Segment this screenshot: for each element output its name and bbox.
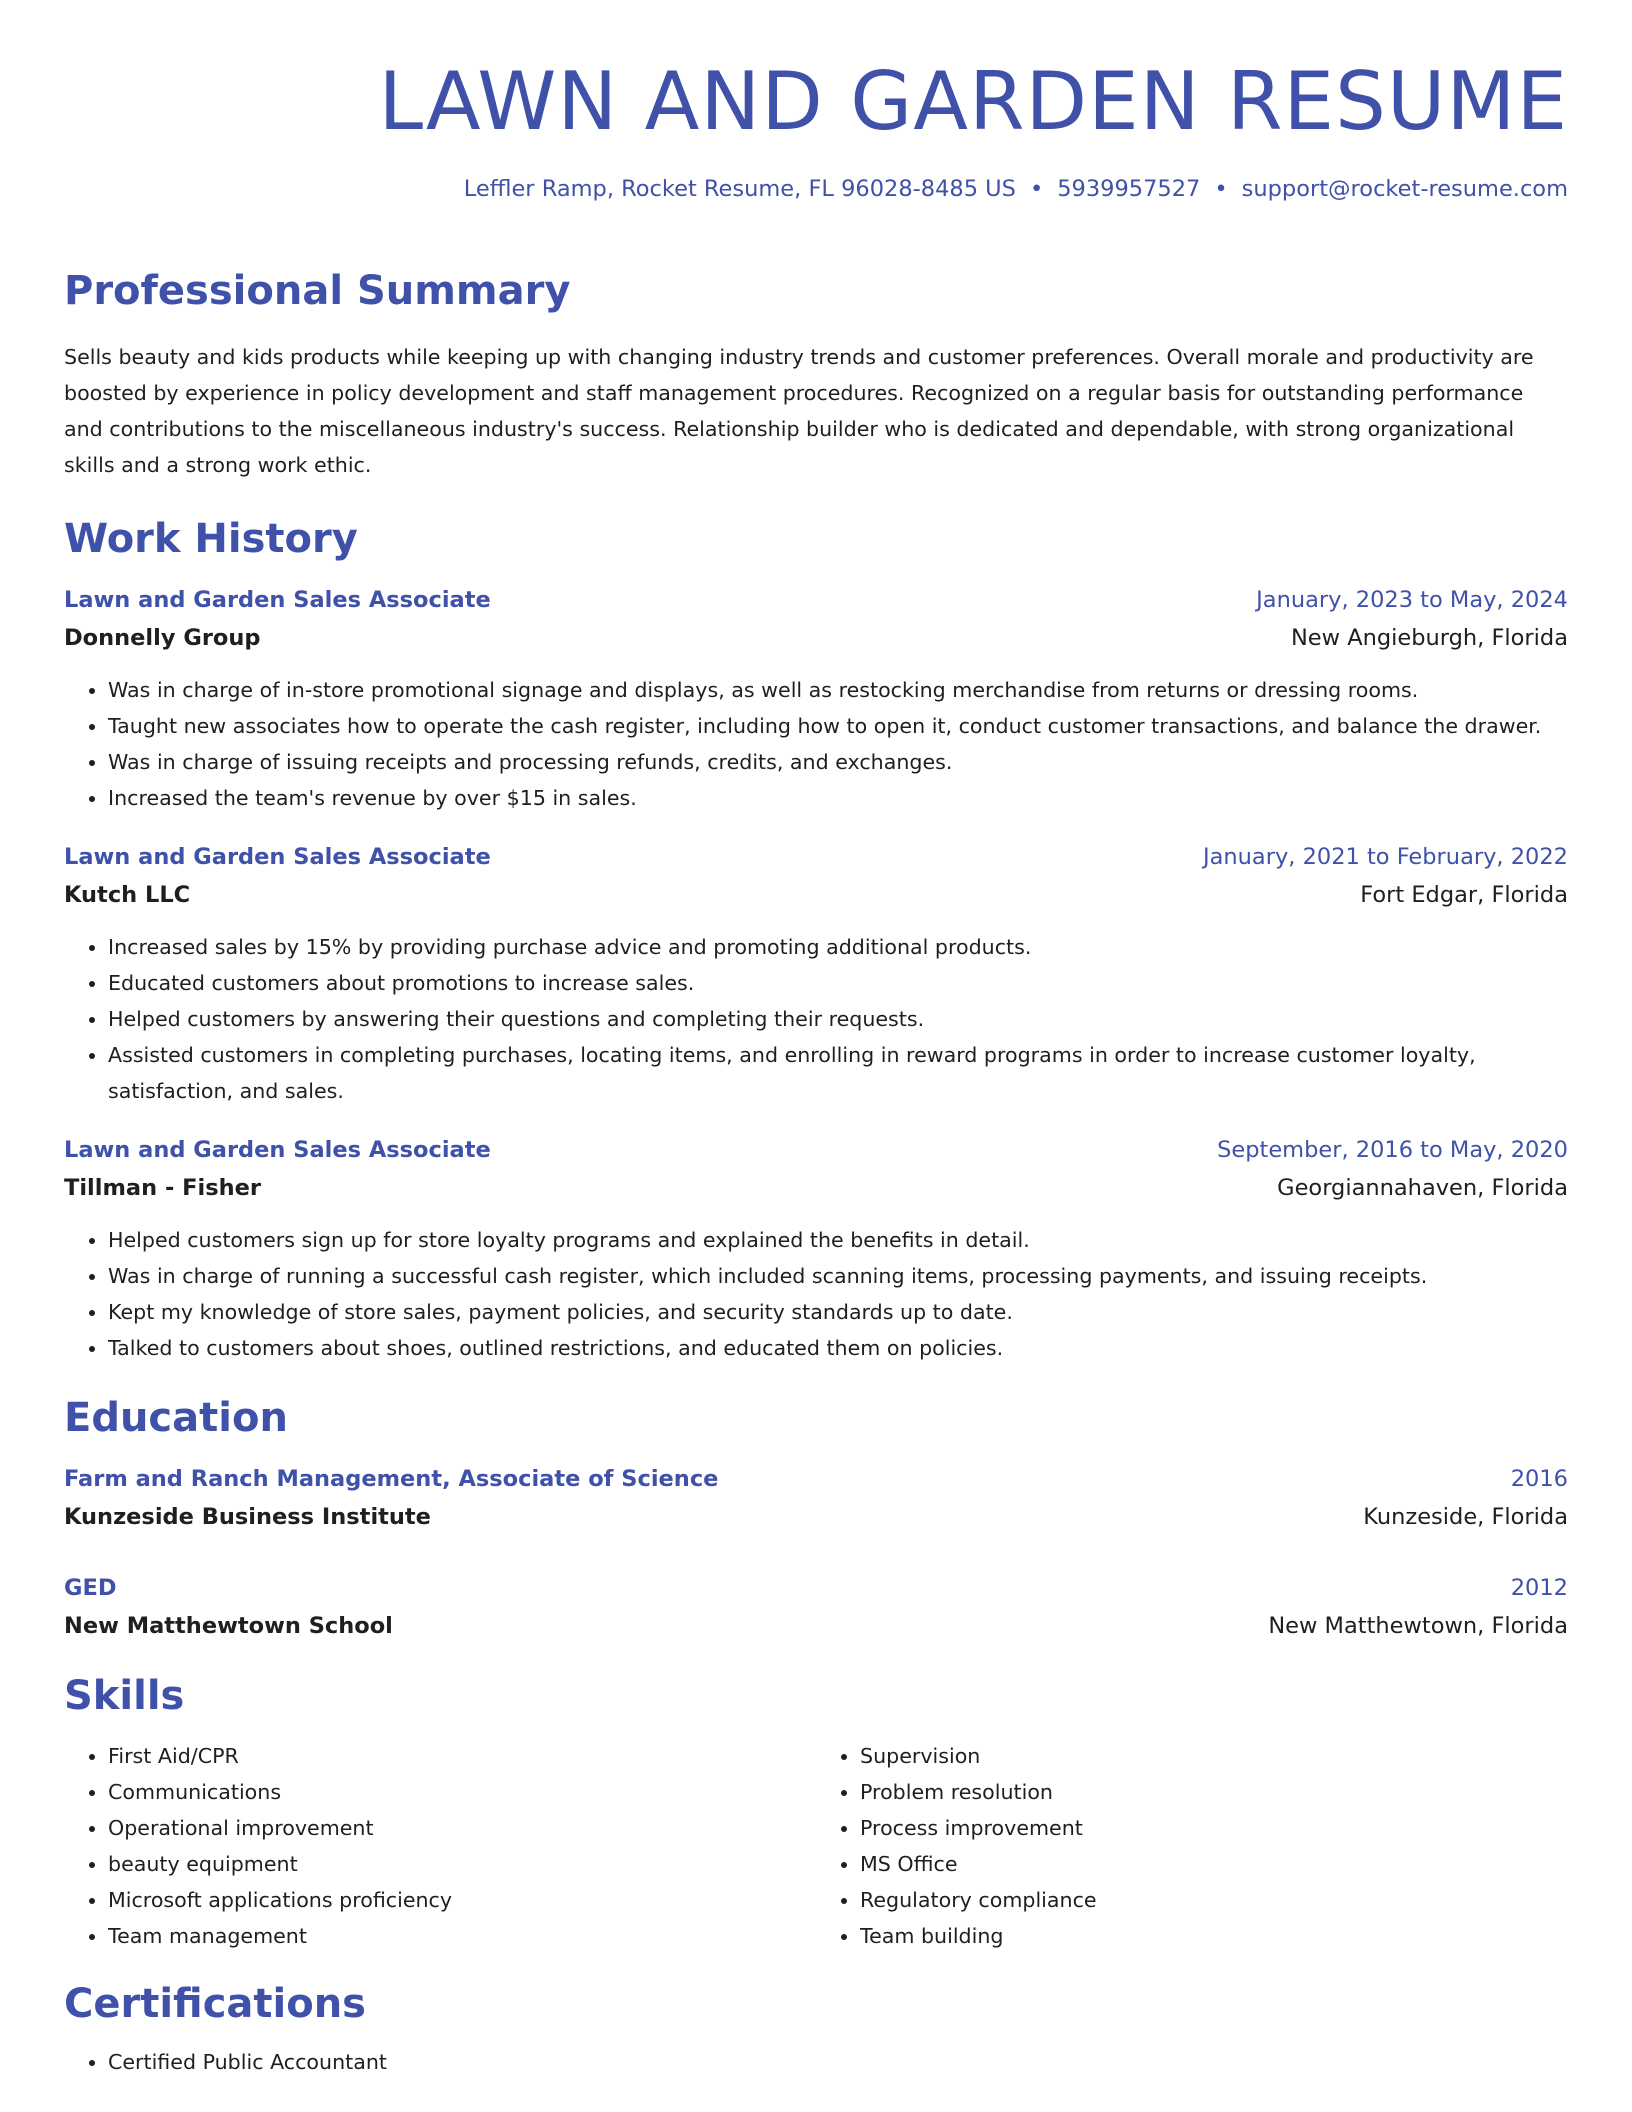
list-item: • Was in charge of in-store promotional signage and displays, as well as restocking merchandise from returns or dressing rooms. — [108, 672, 1568, 708]
job-role: Lawn and Garden Sales Associate — [64, 1136, 491, 1163]
list-item: • Helped customers sign up for store loyalty programs and explained the benefits in detail. — [108, 1222, 1568, 1258]
skills-list — [64, 1738, 1568, 1954]
contact-address: Leffler Ramp, Rocket Resume, FL 96028-8485 US — [463, 176, 1016, 202]
contact-separator: • — [1029, 176, 1044, 202]
skill-item: • beauty equipment — [108, 1846, 816, 1882]
school-row — [64, 1506, 1568, 1529]
degree-year: 2012 — [1510, 1574, 1568, 1601]
school-name: New Matthewtown School — [64, 1613, 393, 1639]
work-history-heading: Work History — [64, 515, 358, 562]
skills-heading: Skills — [64, 1672, 185, 1719]
job-company-row — [64, 884, 1568, 907]
skill-item: • Regulatory compliance — [860, 1882, 1568, 1918]
job-dates: January, 2023 to May, 2024 — [1256, 586, 1568, 613]
skill-item: • MS Office — [860, 1846, 1568, 1882]
job-role: Lawn and Garden Sales Associate — [64, 586, 491, 613]
job-dates: September, 2016 to May, 2020 — [1217, 1136, 1568, 1163]
job-role: Lawn and Garden Sales Associate — [64, 843, 491, 870]
certifications-list — [64, 2044, 1568, 2080]
list-item: • Was in charge of running a successful cash register, which included scanning items, processing payments, and issuing receipts. — [108, 1258, 1568, 1294]
skill-item: • Operational improvement — [108, 1810, 816, 1846]
list-item: • Talked to customers about shoes, outlined restrictions, and educated them on policies. — [108, 1330, 1568, 1366]
degree-row — [64, 1465, 1568, 1492]
job-company: Kutch LLC — [64, 882, 191, 908]
school-name: Kunzeside Business Institute — [64, 1504, 431, 1530]
contact-phone[interactable]: 5939957527 — [1057, 176, 1201, 202]
skill-item: • Team building — [860, 1918, 1568, 1954]
list-item: • Increased the team's revenue by over $15 in sales. — [108, 780, 1568, 816]
job-entry — [64, 586, 1568, 816]
skill-item: • First Aid/CPR — [108, 1738, 816, 1774]
certifications-heading: Certifications — [64, 1980, 366, 2027]
job-role-row — [64, 1136, 1568, 1163]
job-role-row — [64, 586, 1568, 613]
contact-separator: • — [1214, 176, 1228, 202]
education-entry — [64, 1465, 1568, 1530]
job-company-row — [64, 1177, 1568, 1200]
certification-item: • Certified Public Accountant — [108, 2044, 1568, 2080]
job-company-row — [64, 627, 1568, 650]
list-item: • Assisted customers in completing purchases, locating items, and enrolling in reward programs in order to increase customer loyalty, satisfaction, and sales. — [108, 1037, 1568, 1109]
job-location: Fort Edgar, Florida — [1360, 882, 1568, 908]
list-item: • Kept my knowledge of store sales, payment policies, and security standards up to date. — [108, 1294, 1568, 1330]
skill-item: • Problem resolution — [860, 1774, 1568, 1810]
skill-item: • Supervision — [860, 1738, 1568, 1774]
skill-item: • Process improvement — [860, 1810, 1568, 1846]
school-location: Kunzeside, Florida — [1363, 1504, 1568, 1530]
degree-name: Farm and Ranch Management, Associate of Science — [64, 1465, 719, 1492]
job-entry — [64, 843, 1568, 1109]
degree-row — [64, 1574, 1568, 1601]
contact-line — [64, 178, 1568, 201]
resume-title: LAWN AND GARDEN RESUME — [378, 55, 1568, 148]
job-bullets — [64, 1222, 1568, 1366]
skills-column-left — [64, 1738, 816, 1954]
skill-item: • Microsoft applications proficiency — [108, 1882, 816, 1918]
skill-item: • Communications — [108, 1774, 816, 1810]
education-entry — [64, 1574, 1568, 1639]
job-bullets — [64, 929, 1568, 1109]
summary-text: Sells beauty and kids products while keeping up with changing industry trends and customer preferences. Overall morale and productivity are boosted by experience in policy development and staff management procedures. Recognized on a regular basis for outstanding performance and contributions to the miscellaneous industry's success. Relationship builder who is dedicated and dependable, with strong organizational skills and a strong work ethic. — [64, 344, 1534, 477]
list-item: • Taught new associates how to operate the cash register, including how to open it, conduct customer transactions, and balance the drawer. — [108, 708, 1568, 744]
resume-page — [64, 0, 1568, 2080]
degree-name: GED — [64, 1574, 117, 1601]
job-dates: January, 2021 to February, 2022 — [1202, 843, 1568, 870]
summary-heading: Professional Summary — [64, 267, 571, 314]
job-company: Tillman - Fisher — [64, 1175, 261, 1201]
job-bullets — [64, 672, 1568, 816]
job-role-row — [64, 843, 1568, 870]
list-item: • Was in charge of issuing receipts and processing refunds, credits, and exchanges. — [108, 744, 1568, 780]
school-row — [64, 1615, 1568, 1638]
job-location: Georgiannahaven, Florida — [1277, 1175, 1568, 1201]
degree-year: 2016 — [1510, 1465, 1568, 1492]
list-item: • Increased sales by 15% by providing purchase advice and promoting additional products. — [108, 929, 1568, 965]
skills-column-right — [816, 1738, 1568, 1954]
contact-email[interactable]: support@rocket-resume.com — [1241, 176, 1568, 202]
school-location: New Matthewtown, Florida — [1268, 1613, 1568, 1639]
job-location: New Angieburgh, Florida — [1290, 625, 1568, 651]
job-company: Donnelly Group — [64, 625, 261, 651]
job-entry — [64, 1136, 1568, 1366]
skill-item: • Team management — [108, 1918, 816, 1954]
list-item: • Helped customers by answering their questions and completing their requests. — [108, 1001, 1568, 1037]
list-item: • Educated customers about promotions to increase sales. — [108, 965, 1568, 1001]
education-heading: Education — [64, 1394, 288, 1441]
